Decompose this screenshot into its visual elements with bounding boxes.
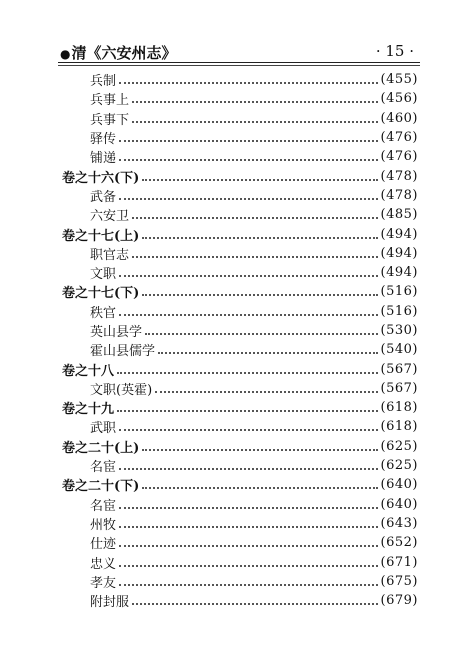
toc-entry — [62, 572, 418, 591]
dot-leader — [119, 552, 378, 567]
toc-entry — [62, 495, 418, 514]
toc-entry-page: (494) — [380, 265, 418, 281]
toc-entry — [62, 591, 418, 610]
toc-entry — [62, 552, 418, 571]
toc-entry — [62, 417, 418, 436]
dot-leader — [142, 166, 377, 181]
toc-entry-label: 文职 — [90, 267, 117, 283]
dot-leader — [132, 108, 378, 123]
toc-chapter-entry — [62, 282, 418, 301]
toc-entry-page: (485) — [380, 207, 418, 223]
toc-entry-label: 附封服 — [90, 595, 130, 611]
toc-entry-label: 卷之十七(下) — [62, 286, 140, 302]
dot-leader — [119, 127, 378, 142]
dot-leader — [132, 88, 378, 103]
toc-entry — [62, 456, 418, 475]
toc-entry — [62, 186, 418, 205]
dot-leader — [119, 416, 378, 431]
toc-entry-page: (516) — [380, 284, 418, 300]
header-rule-thin — [58, 65, 420, 66]
dot-leader — [132, 243, 378, 258]
toc-chapter-entry — [62, 475, 418, 494]
toc-entry-label: 卷之十八 — [62, 363, 115, 379]
toc-entry-page: (640) — [380, 477, 418, 493]
toc-entry-page: (478) — [380, 187, 418, 203]
toc-entry-page: (494) — [380, 245, 418, 261]
toc-entry — [62, 244, 418, 263]
dot-leader — [119, 146, 378, 161]
dot-leader — [117, 397, 378, 412]
dot-leader — [119, 455, 378, 470]
page-number: · 15 · — [375, 42, 414, 60]
toc-entry-page: (494) — [380, 226, 418, 242]
toc-entry-label: 孝友 — [90, 575, 117, 591]
table-of-contents — [62, 70, 418, 610]
dot-leader — [119, 301, 378, 316]
toc-entry — [62, 263, 418, 282]
toc-entry-page: (530) — [380, 323, 418, 338]
dot-leader — [145, 320, 378, 335]
header-rule-thick — [58, 62, 420, 63]
toc-entry-page: (671) — [380, 554, 418, 570]
dot-leader — [158, 339, 378, 354]
toc-entry-label: 忠义 — [90, 556, 117, 572]
toc-entry-page: (625) — [380, 458, 418, 474]
toc-entry-label: 仕迹 — [90, 537, 117, 553]
toc-entry-label: 卷之二十(上) — [62, 440, 140, 456]
toc-entry — [62, 533, 418, 552]
toc-entry — [62, 109, 418, 128]
toc-entry-label: 武职 — [90, 421, 117, 437]
dot-leader — [155, 378, 377, 393]
toc-entry-label: 驿传 — [90, 132, 117, 148]
toc-entry-label: 卷之二十(下) — [62, 479, 140, 495]
dot-leader — [142, 436, 377, 451]
toc-chapter-entry — [62, 398, 418, 417]
toc-entry-label: 卷之十六(下) — [62, 170, 140, 186]
toc-entry-label: 铺递 — [90, 151, 117, 167]
toc-entry-label: 州牧 — [90, 517, 117, 533]
page-header — [60, 42, 418, 62]
toc-entry-label: 兵事上 — [90, 93, 130, 109]
toc-entry-page: (643) — [380, 515, 418, 531]
toc-chapter-entry — [62, 359, 418, 378]
toc-entry-page: (478) — [380, 168, 418, 184]
dot-leader — [117, 359, 378, 374]
dot-leader — [119, 185, 378, 200]
dot-leader — [119, 262, 378, 277]
toc-entry — [62, 89, 418, 108]
dot-leader — [119, 494, 378, 509]
dot-leader — [132, 204, 378, 219]
toc-entry — [62, 128, 418, 147]
toc-entry — [62, 70, 418, 89]
toc-entry-page: (675) — [380, 573, 418, 589]
toc-entry-label: 名宦 — [90, 498, 117, 514]
toc-entry-page: (679) — [380, 593, 418, 609]
toc-entry-page: (625) — [380, 438, 418, 454]
bullet-icon: ● — [60, 47, 71, 61]
toc-entry-label: 英山县学 — [90, 325, 143, 340]
toc-entry-page: (460) — [380, 110, 418, 126]
toc-entry — [62, 321, 418, 340]
toc-entry-page: (618) — [380, 400, 418, 416]
toc-entry-label: 兵事下 — [90, 112, 130, 128]
toc-entry-page: (618) — [380, 419, 418, 435]
toc-entry — [62, 379, 418, 398]
toc-entry-label: 秩官 — [90, 305, 117, 321]
dot-leader — [142, 281, 377, 296]
toc-entry-label: 武备 — [90, 189, 117, 205]
toc-entry-page: (540) — [380, 342, 418, 358]
toc-entry-page: (567) — [380, 361, 418, 377]
toc-entry-label: 名宦 — [90, 460, 117, 476]
toc-chapter-entry — [62, 166, 418, 185]
toc-entry-label: 霍山县儒学 — [90, 344, 156, 360]
toc-entry — [62, 205, 418, 224]
toc-entry-label: 兵制 — [90, 74, 117, 90]
toc-entry — [62, 147, 418, 166]
dot-leader — [119, 69, 378, 84]
toc-entry-page: (640) — [380, 496, 418, 512]
toc-entry-page: (476) — [380, 149, 418, 165]
toc-entry — [62, 340, 418, 359]
dot-leader — [119, 532, 378, 547]
toc-entry — [62, 514, 418, 533]
dot-leader — [142, 224, 377, 239]
dot-leader — [142, 474, 377, 489]
toc-chapter-entry — [62, 224, 418, 243]
dot-leader — [132, 590, 378, 605]
book-title — [60, 42, 177, 63]
toc-entry-page: (516) — [380, 303, 418, 319]
toc-chapter-entry — [62, 437, 418, 456]
toc-entry-label: 六安卫 — [90, 209, 130, 225]
dot-leader — [119, 571, 378, 586]
book-title-text: 清《六安州志》 — [71, 44, 177, 62]
toc-entry-page: (456) — [380, 91, 418, 107]
toc-entry-label: 卷之十九 — [62, 402, 115, 418]
toc-entry-page: (455) — [380, 72, 418, 88]
dot-leader — [119, 513, 378, 528]
toc-entry-label: 职官志 — [90, 247, 130, 263]
toc-entry-page: (652) — [380, 535, 418, 551]
toc-entry-label: 卷之十七(上) — [62, 228, 140, 244]
toc-entry-label: 文职(英霍) — [90, 382, 153, 398]
toc-entry-page: (476) — [380, 130, 418, 146]
toc-entry-page: (567) — [380, 380, 418, 396]
toc-entry — [62, 302, 418, 321]
